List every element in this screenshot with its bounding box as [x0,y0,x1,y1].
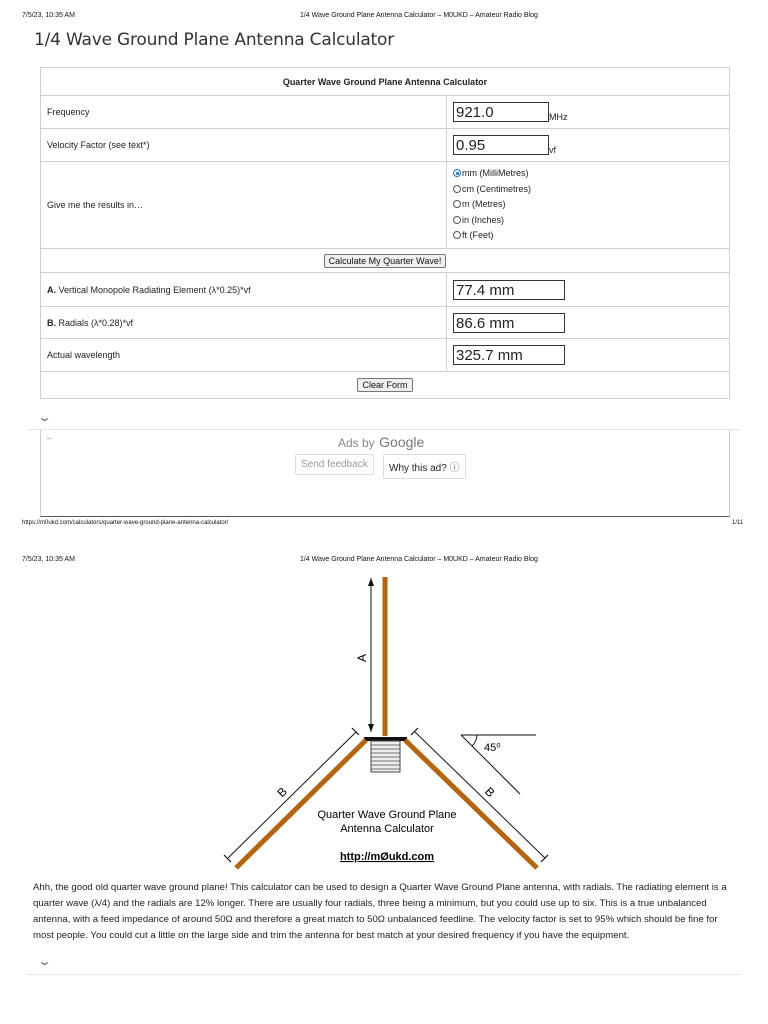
velocity-factor-label: Velocity Factor (see text*) [41,129,447,162]
description-paragraph: Ahh, the good old quarter wave ground plane! This calculator can be used to design a Quarter Wave Ground Plane antenna, with radials. The radiating element is a quarter wave (λ/4) and the radials are 12% longer. There are usually four radials, three being a minimum, but you could use up to six. This is a true unbalanced antenna, with a feed impedance of around 50Ω and therefore a great match to 50Ω unbalanced feedline. The velocity factor is set to 95% which should be fine for most people. You could cut a little on the large side and trim the antenna for best match at your desired frequency if you have the equipment. [33,882,727,941]
page-title: 1/4 Wave Ground Plane Antenna Calculator [34,30,395,50]
print-datetime: 7/5/23, 10:35 AM [22,12,75,19]
results-unit-label: Give me the results in… [41,162,447,249]
diagram-caption-line1: Quarter Wave Ground Plane [317,809,457,821]
frequency-label: Frequency [41,96,447,129]
angle-label: 45⁰ [484,742,501,754]
wavelength-label: Actual wavelength [41,339,447,372]
connector-body [371,741,400,772]
frequency-input[interactable]: 921.0 [453,102,549,122]
arrowhead-icon [368,724,374,732]
velocity-factor-input[interactable]: 0.95 [453,135,549,155]
clear-form-button[interactable]: Clear Form [357,378,412,392]
unit-option-mm[interactable]: mm (MilliMetres) [453,166,723,182]
dimension-line-b-right [415,732,545,858]
print-footer-url: https://m0ukd.com/calculators/quarter-wave-ground-plane-antenna-calculator/ [22,520,229,526]
arrowhead-icon [368,578,374,586]
radials-output[interactable]: 86.6 mm [453,313,565,333]
frequency-unit: MHz [549,112,568,122]
info-icon: ⓘ [449,463,460,474]
chevron-down-icon[interactable]: ⌄ [37,412,52,424]
unit-option-m[interactable]: m (Metres) [453,197,723,213]
connector [371,741,400,772]
print-doc-title: 1/4 Wave Ground Plane Antenna Calculator – M0UKD – Amateur Radio Blog [300,12,538,19]
unit-option-ft[interactable]: ft (Feet) [453,228,723,244]
unit-option-in[interactable]: in (Inches) [453,213,723,229]
radial-right [405,740,537,868]
velocity-factor-unit: vf [549,145,557,155]
wavelength-output[interactable]: 325.7 mm [453,345,565,365]
vertical-element-label: A. Vertical Monopole Radiating Element (λ*0.25)*vf [41,273,447,307]
ads-by-google: Ads by Google [338,434,425,450]
print-page-number: 1/11 [732,520,744,526]
divider [28,974,740,975]
radial-left [236,740,366,868]
print-datetime: 7/5/23, 10:35 AM [22,556,75,563]
diagram-link[interactable]: http://mØukd.com [339,851,435,863]
print-doc-title: 1/4 Wave Ground Plane Antenna Calculator – M0UKD – Amateur Radio Blog [300,556,538,563]
diagram-caption-line2: Antenna Calculator [340,823,434,835]
label-a: A [355,653,369,663]
calculate-button[interactable]: Calculate My Quarter Wave! [324,254,447,268]
mount-plate [364,737,407,741]
dimension-line-b-left [228,732,356,858]
calculator-heading: Quarter Wave Ground Plane Antenna Calculator [41,68,730,96]
label-b-left: B [274,784,290,800]
radials-label: B. Radials (λ*0.28)*vf [41,307,447,339]
chevron-down-icon[interactable]: ⌄ [37,956,52,968]
send-feedback-button[interactable]: Send feedback [295,454,374,475]
unit-option-cm[interactable]: cm (Centimetres) [453,182,723,198]
vertical-element-output[interactable]: 77.4 mm [453,280,565,300]
angle-arc [472,735,477,746]
ad-back-arrow-icon[interactable]: ← [45,432,55,443]
why-this-ad-button[interactable]: Why this ad? ⓘ [383,454,466,479]
google-logo: Google [379,434,425,450]
label-b-right: B [482,784,498,800]
